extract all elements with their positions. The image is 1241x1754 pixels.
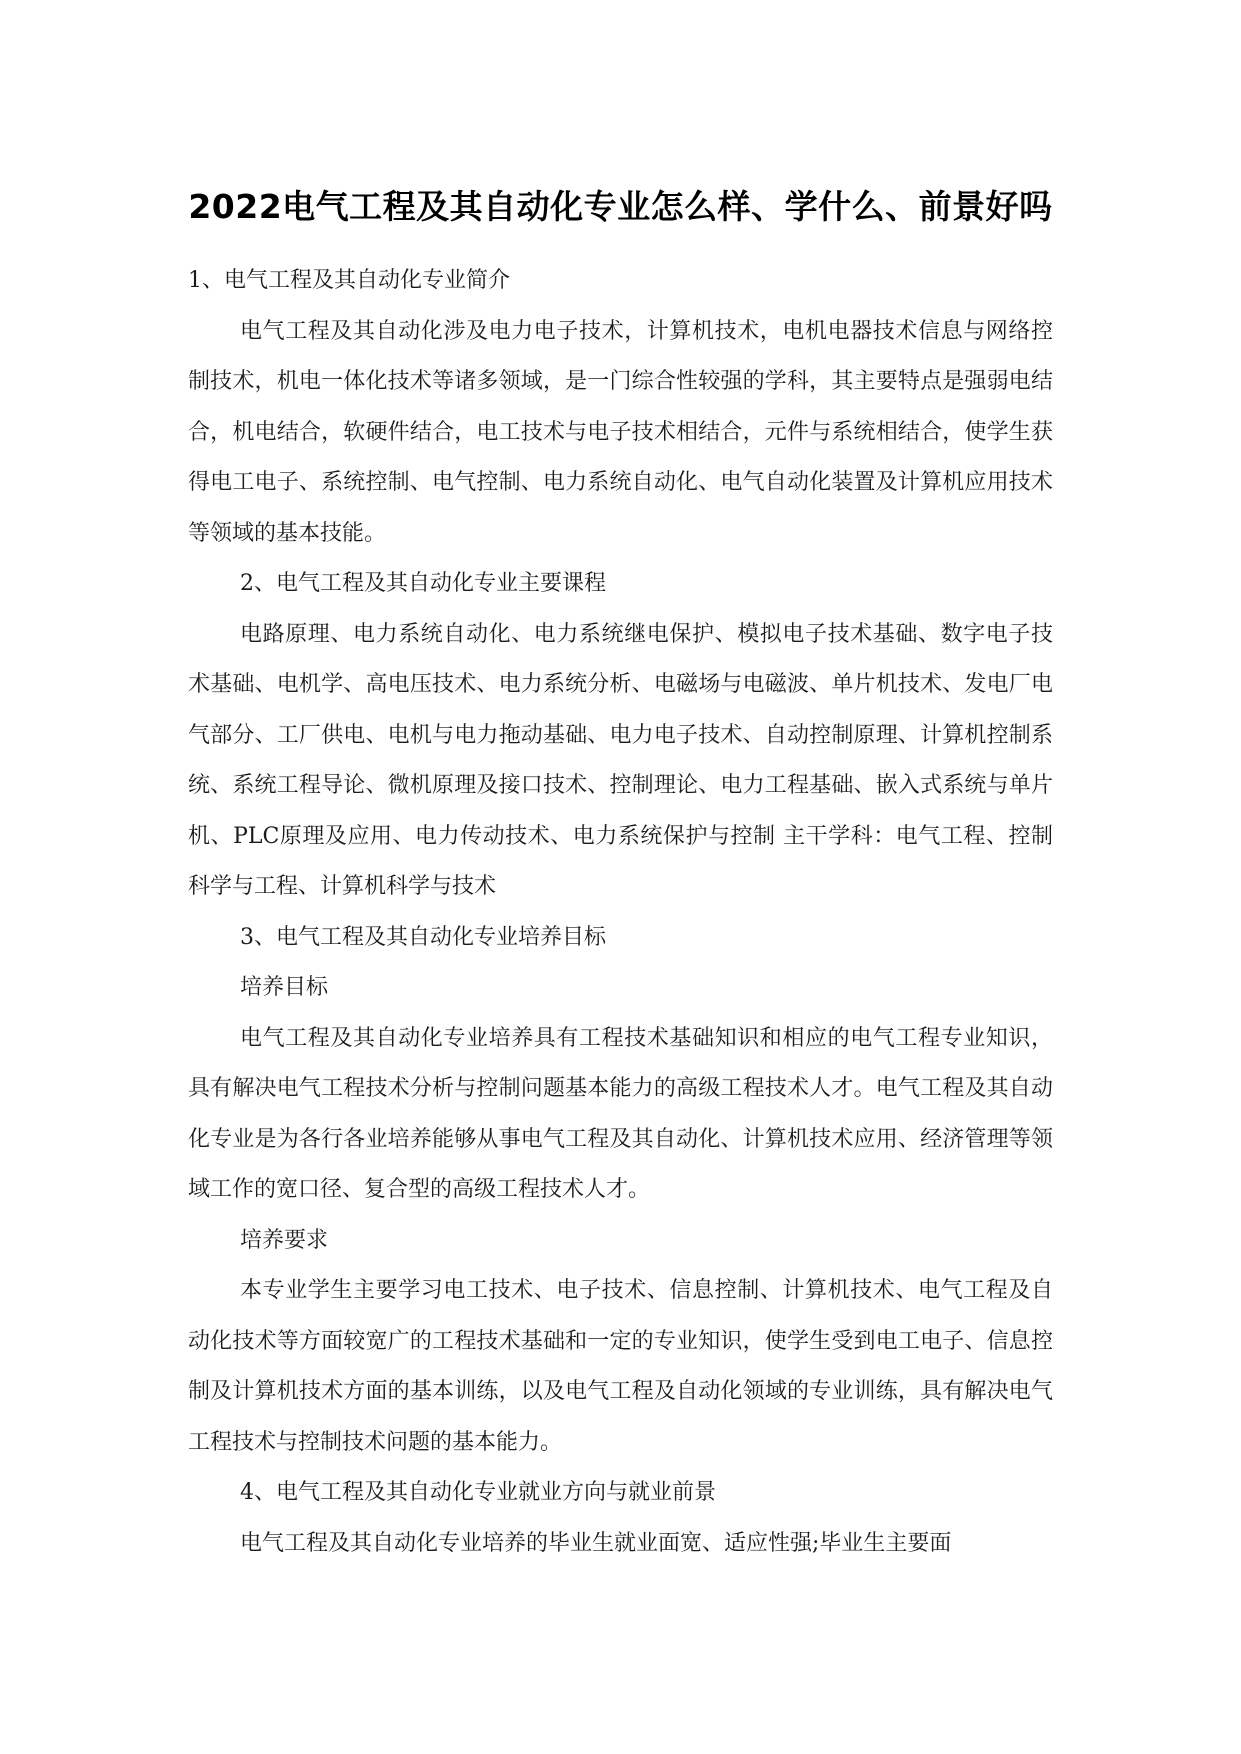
section-3-goal-paragraph: 电气工程及其自动化专业培养具有工程技术基础知识和相应的电气工程专业知识，具有解决电气工程技术分析与控制问题基本能力的高级工程技术人才。电气工程及其自动化专业是为各行各业培养能够从事电气工程及其自动化、计算机技术应用、经济管理等领域工作的宽口径、复合型的高级工程技术人才。 — [188, 1025, 1053, 1202]
document-title: 2022电气工程及其自动化专业怎么样、学什么、前景好吗 — [188, 187, 1053, 226]
section-heading-2: 2、电气工程及其自动化专业主要课程 — [240, 571, 606, 596]
subheading-training-requirements: 培养要求 — [240, 1227, 329, 1253]
section-heading-4: 4、电气工程及其自动化专业就业方向与就业前景 — [240, 1480, 716, 1505]
section-1-paragraph: 电气工程及其自动化涉及电力电子技术，计算机技术，电机电器技术信息与网络控制技术，机电一体化技术等诸多领域，是一门综合性较强的学科，其主要特点是强弱电结合，机电结合，软硬件结合，电工技术与电子技术相结合，元件与系统相结合，使学生获得电工电子、系统控制、电气控制、电力系统自动化、电气自动化装置及计算机应用技术等领域的基本技能。 — [188, 318, 1053, 546]
section-4-paragraph: 电气工程及其自动化专业培养的毕业生就业面宽、适应性强;毕业生主要面 — [240, 1530, 952, 1556]
section-3-requirements-paragraph: 本专业学生主要学习电工技术、电子技术、信息控制、计算机技术、电气工程及自动化技术等方面较宽广的工程技术基础和一定的专业知识，使学生受到电工电子、信息控制及计算机技术方面的基本训练，以及电气工程及自动化领域的专业训练，具有解决电气工程技术与控制技术问题的基本能力。 — [188, 1278, 1053, 1455]
section-heading-1: 1、电气工程及其自动化专业简介 — [188, 268, 510, 293]
document-body — [188, 256, 1053, 1569]
section-heading-3: 3、电气工程及其自动化专业培养目标 — [240, 924, 606, 950]
section-2-paragraph: 电路原理、电力系统自动化、电力系统继电保护、模拟电子技术基础、数字电子技术基础、电机学、高电压技术、电力系统分析、电磁场与电磁波、单片机技术、发电厂电气部分、工厂供电、电机与电力拖动基础、电力电子技术、自动控制原理、计算机控制系统、系统工程导论、微机原理及接口技术、控制理论、电力工程基础、嵌入式系统与单片机、PLC原理及应用、电力传动技术、电力系统保护与控制 主干学科：电气工程、控制科学与工程、计算机科学与技术 — [188, 621, 1053, 899]
subheading-training-goal: 培养目标 — [240, 975, 329, 1000]
